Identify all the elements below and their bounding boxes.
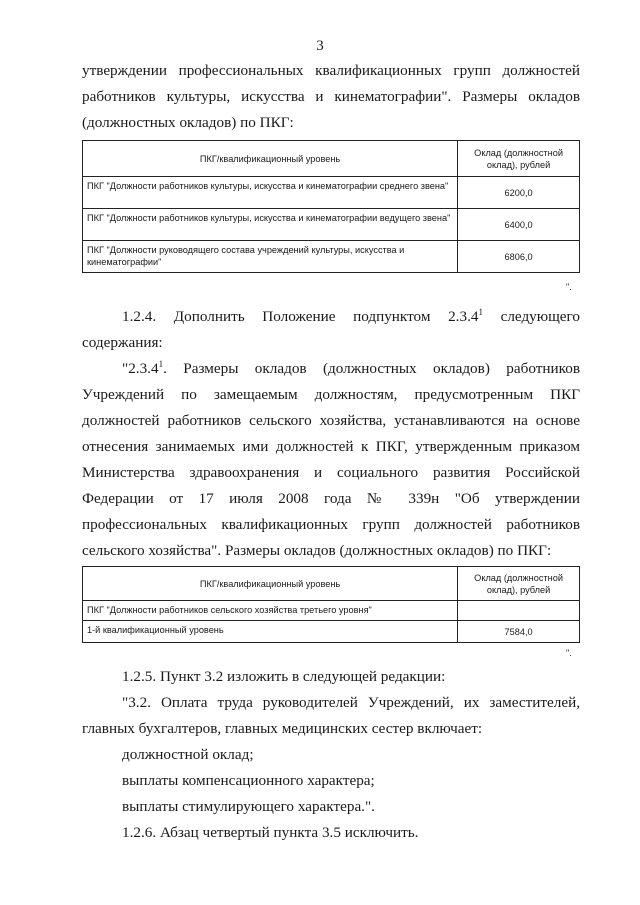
row-label: ПКГ "Должности работников сельского хозяйства третьего уровня" (83, 601, 458, 621)
row-value: 6806,0 (458, 241, 580, 273)
p32-line-1: "3.2. Оплата труда руководителей Учреждений, их заместителей, (122, 694, 580, 711)
table-row (83, 209, 580, 241)
p2341-line-8: сельского хозяйства". Размеры окладов (должностных окладов) по ПКГ: (82, 542, 552, 559)
p2341-line-3: должностей работников сельского хозяйства, устанавливаются на основе (82, 412, 580, 429)
p2341-line-4: отнесения занимаемых ими должностей к ПКГ, утвержденным приказом (82, 438, 580, 455)
table-row (83, 241, 580, 273)
table-header-salary: Оклад (должностной оклад), рублей (458, 567, 580, 601)
p2341-line-1: "2.3.4$^1$. Размеры окладов (должностных окладов) работников (122, 358, 580, 377)
intro-line-3: (должностных окладов) по ПКГ: (82, 114, 294, 131)
table-closing-quote: ". (566, 648, 572, 658)
table-row (83, 177, 580, 209)
row-value: 7584,0 (458, 621, 580, 643)
p2341-line-6: Федерации от 17 июля 2008 года № 339н "Об утверждении (82, 490, 580, 507)
table-row (83, 621, 580, 643)
table-closing-quote: ". (566, 282, 572, 292)
p2341-line-7: профессиональных квалификационных групп должностей работников (82, 516, 580, 533)
intro-line-1: утверждении профессиональных квалификационных групп должностей (82, 62, 580, 79)
row-value (458, 601, 580, 621)
table-header-salary: Оклад (должностной оклад), рублей (458, 141, 580, 177)
salary-table-culture (82, 140, 580, 273)
salary-table-agriculture (82, 566, 580, 643)
row-label: ПКГ "Должности руководящего состава учреждений культуры, искусства и кинематографии" (83, 241, 458, 273)
p2341-line-2: Учреждений по замещаемым должностям, предусмотренным ПКГ (82, 386, 580, 403)
table-header-level: ПКГ/квалификационный уровень (83, 567, 458, 601)
list-item: должностной оклад; (122, 746, 254, 763)
p2341-line-5: Министерства здравоохранения и социального развития Российской (82, 464, 580, 481)
p32-line-2: главных бухгалтеров, главных медицинских сестер включает: (82, 720, 483, 737)
row-label: 1-й квалификационный уровень (83, 621, 458, 643)
table-header-level: ПКГ/квалификационный уровень (83, 141, 458, 177)
row-value: 6200,0 (458, 177, 580, 209)
p124-line-1: 1.2.4. Дополнить Положение подпунктом 2.3.4$^1$ следующего (122, 306, 580, 325)
row-label: ПКГ "Должности работников культуры, искусства и кинематографии среднего звена" (83, 177, 458, 209)
p125: 1.2.5. Пункт 3.2 изложить в следующей редакции: (122, 668, 446, 685)
row-value: 6400,0 (458, 209, 580, 241)
list-item: выплаты компенсационного характера; (122, 772, 375, 789)
p126: 1.2.6. Абзац четвертый пункта 3.5 исключить. (122, 824, 419, 841)
page-number: 3 (316, 38, 324, 54)
row-label: ПКГ "Должности работников культуры, искусства и кинематографии ведущего звена" (83, 209, 458, 241)
table-row (83, 601, 580, 621)
list-item: выплаты стимулирующего характера.". (122, 798, 375, 815)
p124-line-2: содержания: (82, 334, 163, 351)
intro-line-2: работников культуры, искусства и кинематографии". Размеры окладов (82, 88, 580, 105)
